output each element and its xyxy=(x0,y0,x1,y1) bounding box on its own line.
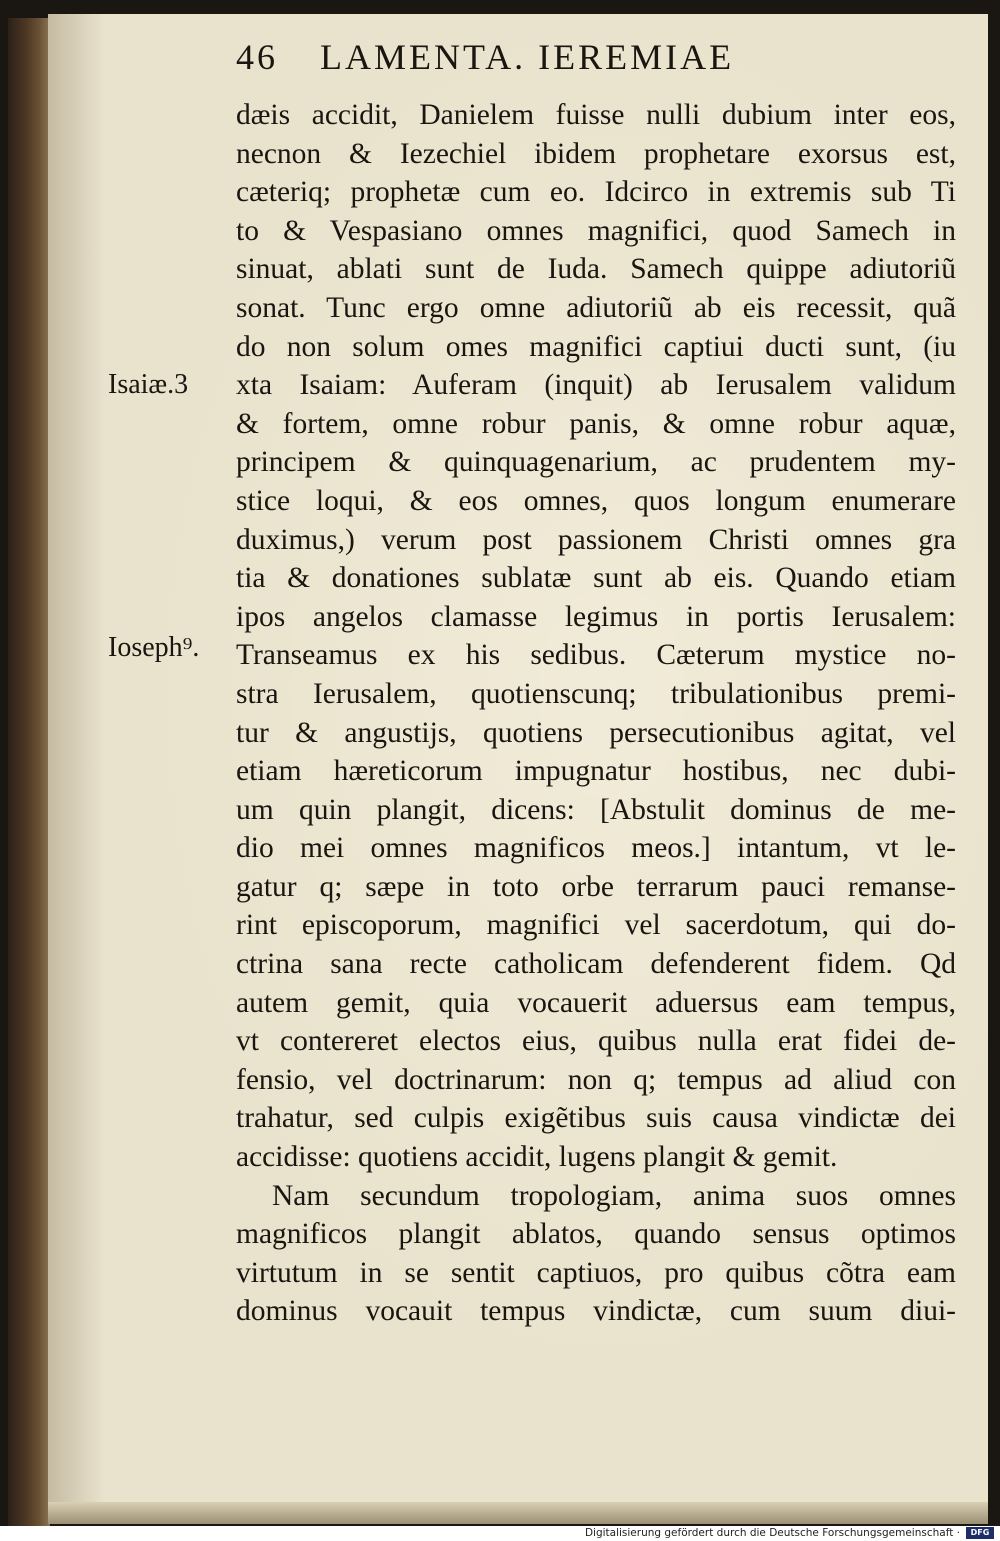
text-line: accidisse: quotiens accidit, lugens plangit & gemit. xyxy=(236,1141,838,1174)
text-line: fensio, vel doctrinarum: non q; tempus ad aliud con xyxy=(236,1063,956,1096)
text-line: vt contereret electos eius, quibus nulla erat fidei de- xyxy=(236,1025,956,1058)
text-line: necnon & Iezechiel ibidem prophetare exorsus est, xyxy=(236,137,956,170)
text-line: rint episcoporum, magnifici vel sacerdotum, qui do- xyxy=(236,909,956,942)
text-line: duximus,) verum post passionem Christi omnes gra xyxy=(236,523,956,556)
text-line: do non solum omes magnifici captiui ducti sunt, (iu xyxy=(236,330,956,363)
text-line: tia & donationes sublatæ sunt ab eis. Quando etiam xyxy=(236,562,956,595)
text-line: sinuat, ablati sunt de Iuda. Samech quippe adiutoriũ xyxy=(236,253,956,286)
text-line: sonat. Tunc ergo omne adiutoriũ ab eis recessit, quã xyxy=(236,291,956,324)
running-title: LAMENTA. IEREMIAE xyxy=(320,37,735,77)
text-line: cæteriq; prophetæ cum eo. Idcirco in extremis sub Ti xyxy=(236,176,956,209)
text-line: to & Vespasiano omnes magnifici, quod Samech in xyxy=(236,214,956,247)
text-line: trahatur, sed culpis exigẽtibus suis causa vindictæ dei xyxy=(236,1102,956,1135)
text-line: magnificos plangit ablatos, quando sensus optimos xyxy=(236,1218,956,1251)
text-line: dæis accidit, Danielem fuisse nulli dubium inter eos, xyxy=(236,99,956,131)
text-line: um quin plangit, dicens: [Abstulit dominus de me- xyxy=(236,793,956,826)
text-line: & fortem, omne robur panis, & omne robur aquæ, xyxy=(236,407,956,440)
running-header xyxy=(236,36,876,84)
text-line: principem & quinquagenarium, ac prudentem my- xyxy=(236,446,956,479)
text-line: tur & angustijs, quotiens persecutionibus agitat, vel xyxy=(236,716,956,749)
digitization-credit: Digitalisierung gefördert durch die Deutsche Forschungsgemeinschaft · xyxy=(584,1527,960,1539)
text-line: etiam hæreticorum impugnatur hostibus, nec dubi- xyxy=(236,755,956,788)
book-binding-edge xyxy=(8,18,50,1526)
margin-note-isaiah: Isaiæ.3 xyxy=(108,369,189,400)
text-line: ctrina sana recte catholicam defenderent fidem. Qd xyxy=(236,948,956,981)
text-line: dominus vocauit tempus vindictæ, cum suum diui- xyxy=(236,1295,956,1328)
text-line-paragraph-start: Nam secundum tropologiam, anima suos omnes xyxy=(272,1179,956,1212)
text-line: gatur q; sæpe in toto orbe terrarum pauci remanse- xyxy=(236,870,956,903)
text-line: virtutum in se sentit captiuos, pro quibus cõtra eam xyxy=(236,1256,956,1289)
page-bottom-edge xyxy=(48,1502,988,1524)
text-line: xta Isaiam: Auferam (inquit) ab Ierusalem validum xyxy=(236,369,956,402)
margin-note-josephus: Ioseph⁹. xyxy=(108,632,200,663)
text-line: dio mei omnes magnificos meos.] intantum, vt le- xyxy=(236,832,956,865)
dfg-logo: DFG xyxy=(966,1527,994,1539)
text-line: stice loqui, & eos omnes, quos longum enumerare xyxy=(236,484,956,517)
text-line: ipos angelos clamasse legimus in portis Ierusalem: xyxy=(236,600,956,633)
page-number: 46 xyxy=(236,37,278,77)
text-line: Transeamus ex his sedibus. Cæterum mystice no- xyxy=(236,639,956,672)
text-line: stra Ierusalem, quotienscunq; tribulationibus premi- xyxy=(236,677,956,710)
text-line: autem gemit, quia vocauerit aduersus eam tempus, xyxy=(236,986,956,1019)
body-text xyxy=(236,96,956,1331)
